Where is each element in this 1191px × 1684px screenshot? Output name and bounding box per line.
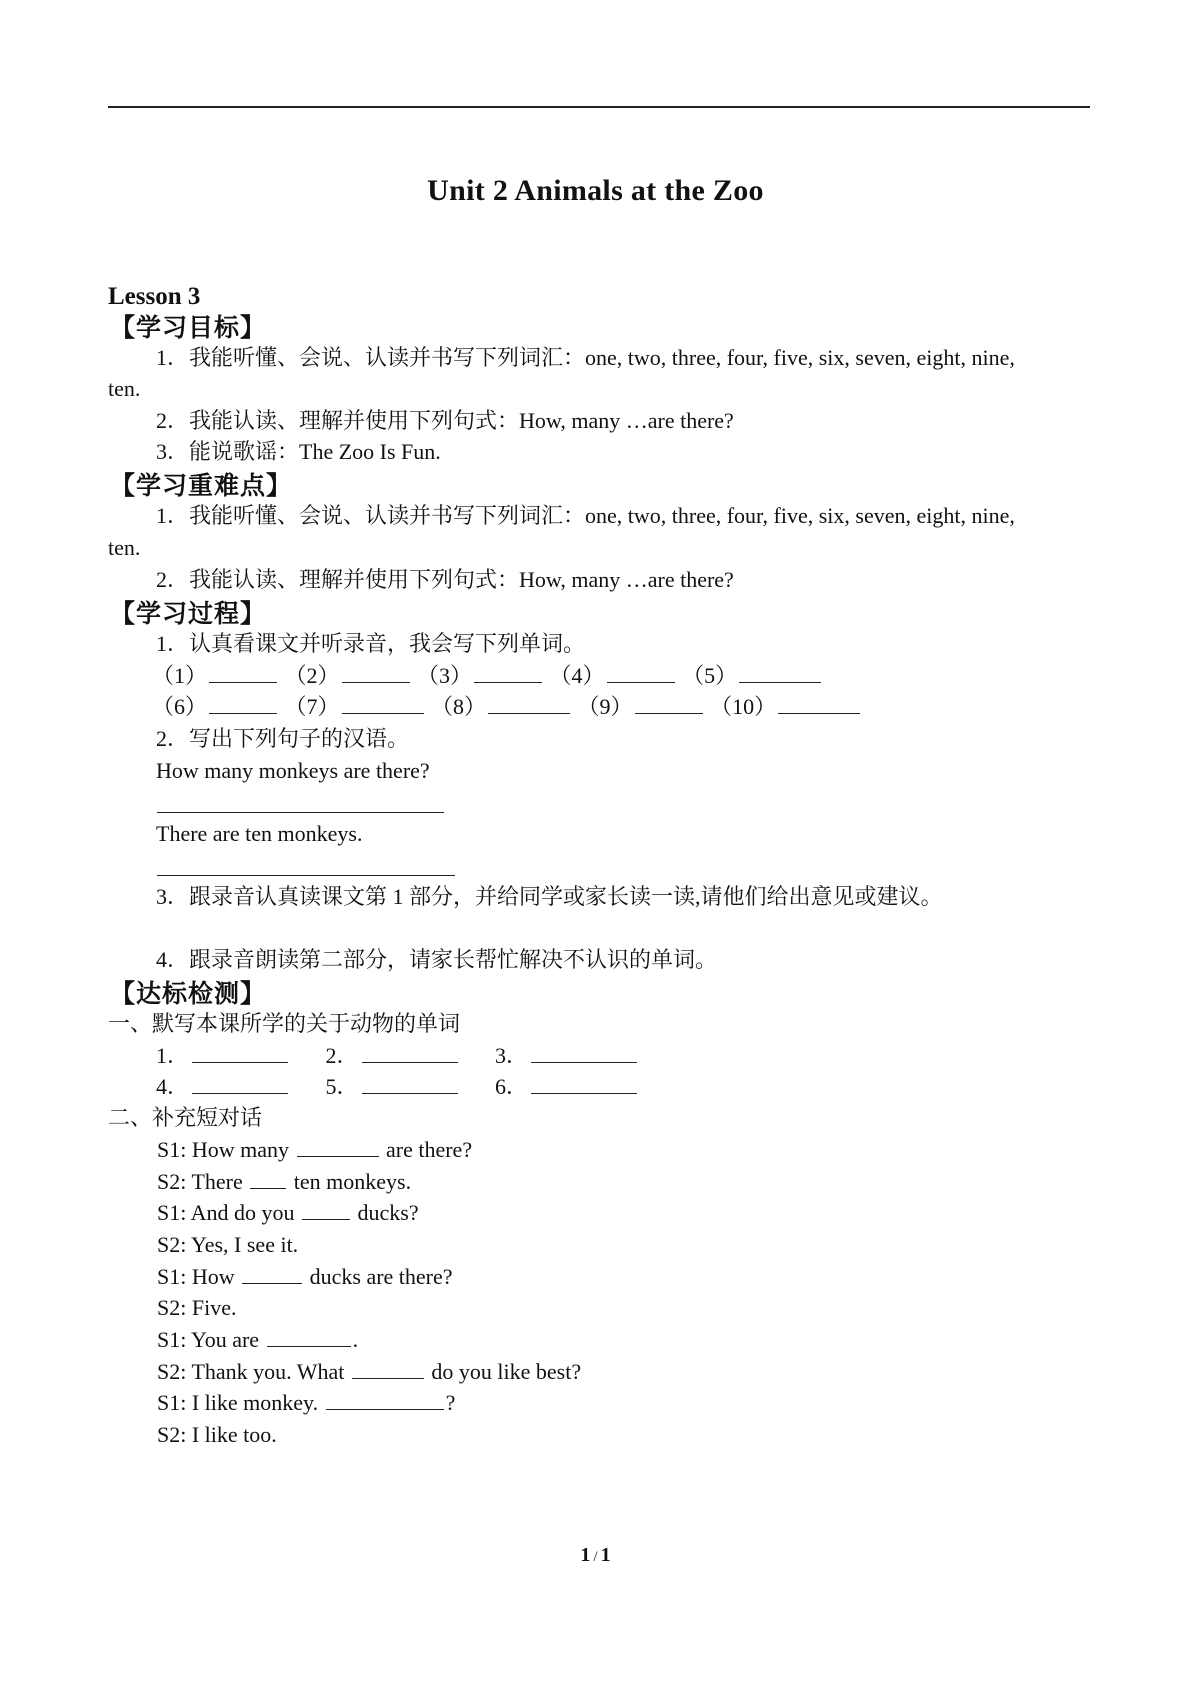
dialogue-text: S1: You are (157, 1327, 265, 1352)
animal-word-row-2 (156, 1072, 639, 1102)
blank-number: 2． (325, 1043, 359, 1068)
blank-label: （10） (710, 694, 777, 719)
word-blanks-row-2 (152, 692, 862, 722)
answer-blank[interactable] (342, 662, 410, 683)
dialogue-line (157, 1198, 419, 1228)
dialogue-text: S2: Thank you. What (157, 1359, 350, 1384)
page-total: 1 (600, 1544, 611, 1566)
answer-blank[interactable] (474, 662, 542, 683)
answer-blank[interactable] (297, 1136, 379, 1157)
answer-blank[interactable] (488, 693, 570, 714)
blank-label: （8） (431, 694, 487, 719)
dialogue-line (157, 1388, 455, 1418)
answer-blank[interactable] (739, 662, 821, 683)
blank-label: （4） (549, 663, 605, 688)
answer-blank[interactable] (192, 1073, 288, 1094)
dialogue-text: ducks are there? (304, 1264, 453, 1289)
dialogue-text: ten monkeys. (288, 1169, 412, 1194)
blank-number: 6． (495, 1074, 529, 1099)
answer-blank[interactable] (326, 1389, 444, 1410)
answer-blank[interactable] (362, 1042, 458, 1063)
page-current: 1 (580, 1544, 591, 1566)
dialogue-text: S1: How many (157, 1137, 295, 1162)
blank-label: （7） (284, 694, 340, 719)
answer-blank[interactable] (242, 1263, 302, 1284)
lesson-label: Lesson 3 (108, 283, 201, 310)
dialogue-text: S2: There (157, 1169, 249, 1194)
answer-blank[interactable] (607, 662, 675, 683)
answer-blank[interactable] (209, 662, 277, 683)
process-step-3: 3．跟录音认真读课文第 1 部分，并给同学或家长读一读,请他们给出意见或建议。 (156, 884, 943, 909)
dialogue-line: S2: Yes, I see it. (157, 1232, 299, 1257)
process-step-2: 2．写出下列句子的汉语。 (156, 726, 410, 751)
dialogue-line (157, 1262, 453, 1292)
translation-line-1[interactable] (157, 812, 444, 813)
key-points-item-2: 2．我能认读、理解并使用下列句式：How, many …are there? (156, 567, 734, 592)
answer-blank[interactable] (778, 693, 860, 714)
blank-number: 5． (325, 1074, 359, 1099)
dialogue-text: do you like best? (425, 1359, 582, 1384)
answer-blank[interactable] (362, 1073, 458, 1094)
process-step-1: 1．认真看课文并听录音，我会写下列单词。 (156, 631, 586, 656)
answer-blank[interactable] (267, 1326, 351, 1347)
blank-number: 4． (156, 1074, 190, 1099)
page-number (0, 1544, 1191, 1567)
translation-line-2[interactable] (157, 875, 455, 876)
dialogue-text: ? (445, 1390, 456, 1415)
blank-label: （9） (577, 694, 633, 719)
dialogue-line (157, 1167, 411, 1197)
key-points-item-1-cont: ten. (108, 535, 141, 560)
goals-item-3: 3．能说歌谣：The Zoo Is Fun. (156, 439, 441, 464)
answer-blank[interactable] (250, 1168, 286, 1189)
answer-blank[interactable] (352, 1358, 424, 1379)
dialogue-text: are there? (380, 1137, 473, 1162)
test-heading: 【达标检测】 (110, 979, 267, 1008)
sentence-2: There are ten monkeys. (156, 821, 363, 846)
dialogue-line (157, 1325, 358, 1355)
blank-label: （5） (682, 663, 738, 688)
dialogue-line (157, 1135, 472, 1165)
blank-label: （1） (152, 663, 208, 688)
blank-label: （6） (152, 694, 208, 719)
dialogue-text: ducks? (352, 1200, 419, 1225)
blank-number: 3． (495, 1043, 529, 1068)
dialogue-line (157, 1357, 581, 1387)
page-separator: / (593, 1549, 598, 1565)
goals-item-1: 1．我能听懂、会说、认读并书写下列词汇：one, two, three, four, five, six, seven, eight, nine, (156, 345, 1015, 370)
process-step-4: 4．跟录音朗读第二部分，请家长帮忙解决不认识的单词。 (156, 947, 718, 972)
answer-blank[interactable] (192, 1042, 288, 1063)
blank-label: （2） (284, 663, 340, 688)
blank-number: 1． (156, 1043, 190, 1068)
sentence-1: How many monkeys are there? (156, 758, 430, 783)
dialogue-line: S2: I like too. (157, 1422, 277, 1447)
dialogue-text: S1: I like monkey. (157, 1390, 324, 1415)
animal-word-row-1 (156, 1041, 639, 1071)
key-points-heading: 【学习重难点】 (110, 471, 293, 500)
answer-blank[interactable] (635, 693, 703, 714)
key-points-item-1: 1．我能听懂、会说、认读并书写下列词汇：one, two, three, four, five, six, seven, eight, nine, (156, 503, 1015, 528)
dialogue-line: S2: Five. (157, 1295, 237, 1320)
goals-heading: 【学习目标】 (110, 313, 267, 342)
dialogue-text: . (352, 1327, 359, 1352)
answer-blank[interactable] (531, 1042, 637, 1063)
answer-blank[interactable] (209, 693, 277, 714)
test-part-2-title: 二、补充短对话 (108, 1105, 263, 1130)
goals-item-2: 2．我能认读、理解并使用下列句式：How, many …are there? (156, 408, 734, 433)
blank-label: （3） (417, 663, 473, 688)
answer-blank[interactable] (531, 1073, 637, 1094)
process-heading: 【学习过程】 (110, 599, 267, 628)
answer-blank[interactable] (302, 1199, 350, 1220)
header-rule (108, 106, 1090, 108)
dialogue-text: S1: And do you (157, 1200, 301, 1225)
dialogue-text: S1: How (157, 1264, 241, 1289)
word-blanks-row-1 (152, 661, 823, 691)
test-part-1-title: 一、默写本课所学的关于动物的单词 (108, 1011, 461, 1036)
goals-item-1-cont: ten. (108, 376, 141, 401)
answer-blank[interactable] (342, 693, 424, 714)
document-title: Unit 2 Animals at the Zoo (427, 174, 764, 207)
